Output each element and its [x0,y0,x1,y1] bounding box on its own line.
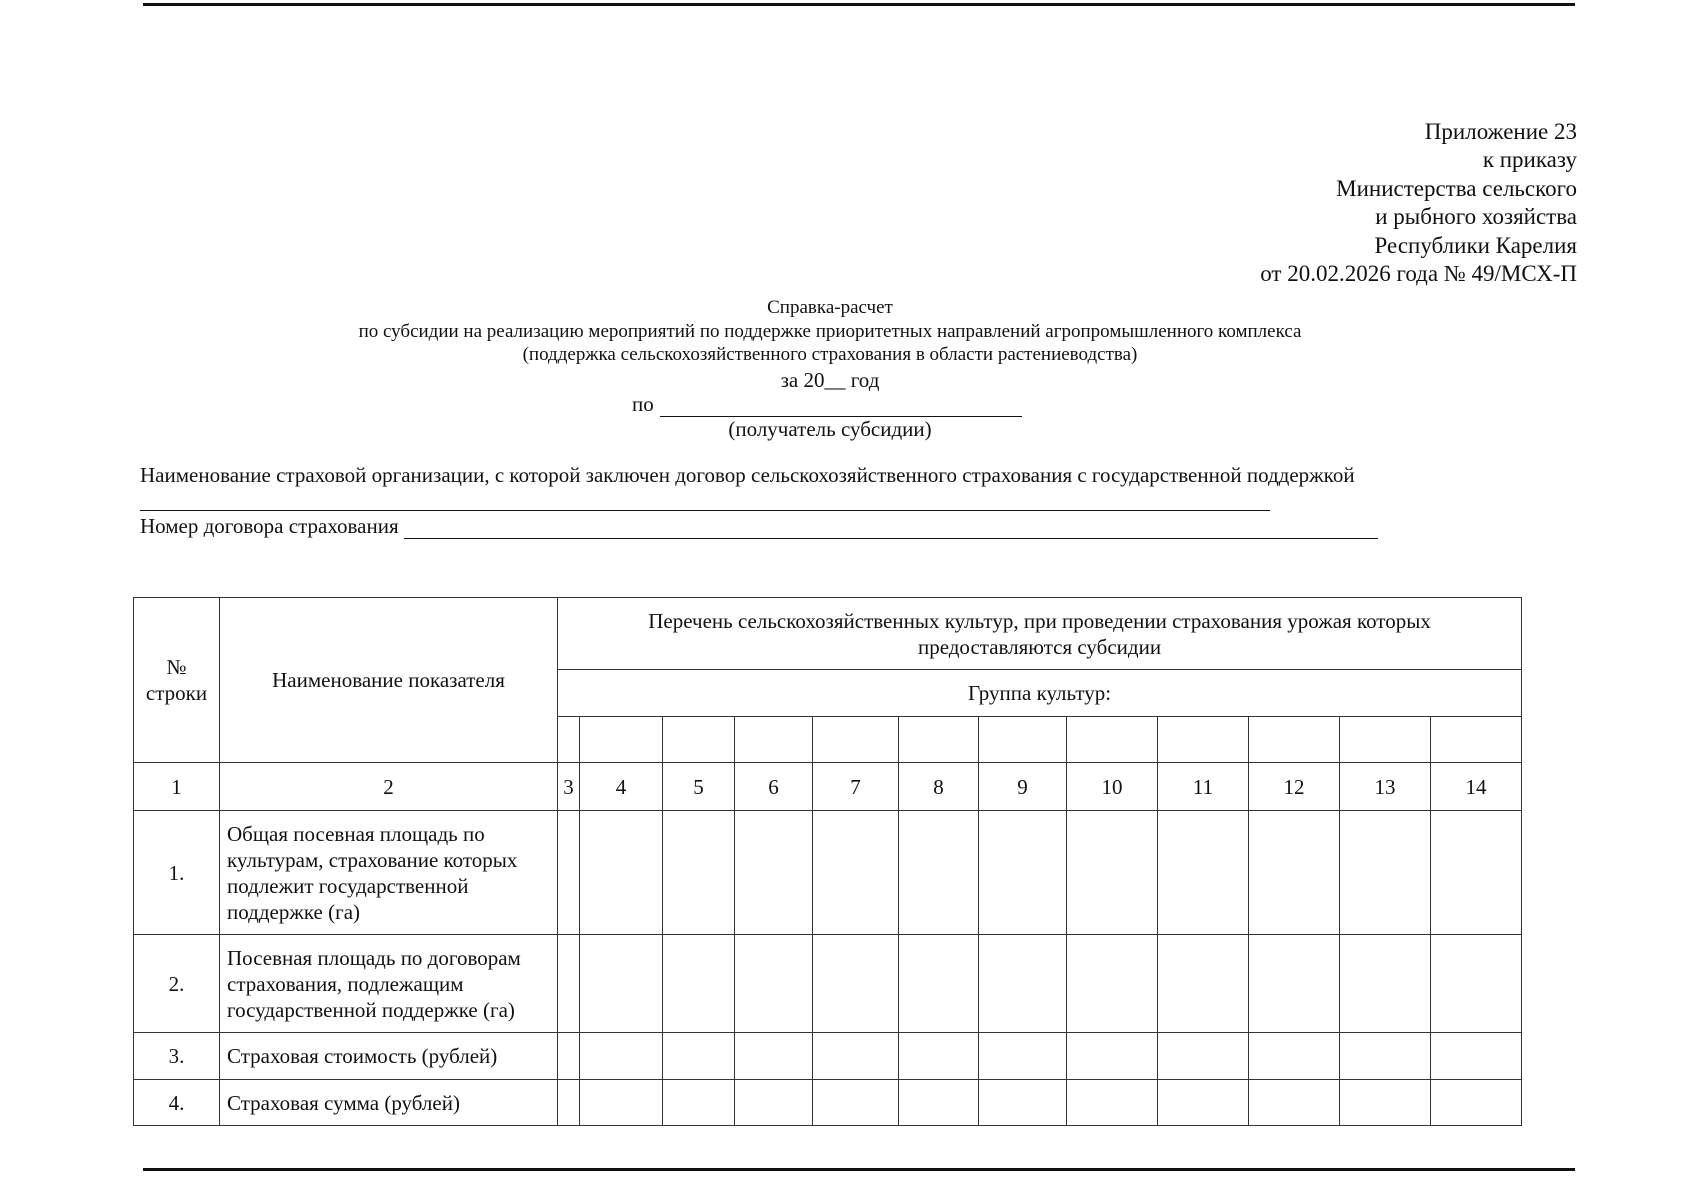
row-number-header: № строки [134,598,220,763]
indicator-header: Наименование показателя [220,598,558,763]
document-title [0,296,1660,393]
appendix-line: к приказу [1482,147,1577,173]
crop-group-cell[interactable] [1431,717,1522,763]
value-cell[interactable] [1067,935,1158,1033]
indicator-label: Страховая стоимость (рублей) [220,1033,558,1080]
title-year: за 20__ год [780,367,880,392]
value-cell[interactable] [899,1080,979,1126]
column-number: 1 [134,763,220,811]
row-number: 3. [134,1033,220,1080]
column-number: 7 [813,763,899,811]
value-cell[interactable] [735,1033,813,1080]
value-cell[interactable] [899,935,979,1033]
title-subject: по субсидии на реализацию мероприятий по поддержке приоритетных направлений агропромышленного комплекса [358,320,1302,342]
value-cell[interactable] [1158,935,1249,1033]
row-number: 1. [134,811,220,935]
value-cell[interactable] [1249,1033,1340,1080]
column-number: 12 [1249,763,1340,811]
value-cell[interactable] [558,935,580,1033]
appendix-line: и рыбного хозяйства [1375,204,1577,230]
crop-group-cell[interactable] [663,717,735,763]
crop-group-cell[interactable] [558,717,580,763]
contract-label: Номер договора страхования [140,514,399,538]
column-number: 13 [1340,763,1431,811]
appendix-line: Министерства сельского [1336,175,1577,201]
value-cell[interactable] [1431,1033,1522,1080]
value-cell[interactable] [663,1033,735,1080]
value-cell[interactable] [735,935,813,1033]
value-cell[interactable] [1340,811,1431,935]
value-cell[interactable] [1158,811,1249,935]
recipient-blank[interactable] [660,394,1022,417]
indicator-label: Общая посевная площадь по культурам, страхование которых подлежит государственной поддержке (га) [220,811,558,935]
recipient-caption: (получатель субсидии) [728,417,932,441]
value-cell[interactable] [813,1080,899,1126]
contract-blank[interactable] [404,516,1378,539]
title-subject-note: (поддержка сельскохозяйственного страхования в области растениеводства) [522,344,1138,365]
recipient-prefix: по [632,392,654,416]
value-cell[interactable] [979,935,1067,1033]
crop-group-cell[interactable] [1249,717,1340,763]
title-heading: Справка-расчет [767,297,893,318]
value-cell[interactable] [1158,1033,1249,1080]
value-cell[interactable] [735,1080,813,1126]
crops-header: Перечень сельскохозяйственных культур, при проведении страхования урожая которых предоставляются субсидии [558,598,1522,670]
value-cell[interactable] [1249,935,1340,1033]
indicator-label: Посевная площадь по договорам страхования, подлежащим государственной поддержке (га) [220,935,558,1033]
value-cell[interactable] [580,1080,663,1126]
table-row [134,811,1522,935]
crop-group-cell[interactable] [1067,717,1158,763]
insurer-blank[interactable] [140,510,1270,511]
value-cell[interactable] [558,811,580,935]
value-cell[interactable] [979,1033,1067,1080]
column-number: 2 [220,763,558,811]
value-cell[interactable] [979,811,1067,935]
appendix-line: от 20.02.2026 года № 49/МСХ-П [1260,261,1577,287]
value-cell[interactable] [979,1080,1067,1126]
value-cell[interactable] [1340,1033,1431,1080]
crop-group-cell[interactable] [899,717,979,763]
value-cell[interactable] [813,1033,899,1080]
table-row [134,1033,1522,1080]
top-border-rule [143,3,1575,6]
table-row [134,1080,1522,1126]
value-cell[interactable] [899,811,979,935]
value-cell[interactable] [663,935,735,1033]
insurer-label: Наименование страховой организации, с которой заключен договор сельскохозяйственного страхования с государственной поддержкой [140,463,1355,487]
value-cell[interactable] [1158,1080,1249,1126]
crop-group-cell[interactable] [1158,717,1249,763]
contract-line [140,514,1378,539]
column-number: 4 [580,763,663,811]
value-cell[interactable] [580,935,663,1033]
value-cell[interactable] [735,811,813,935]
column-number: 11 [1158,763,1249,811]
column-number: 3 [558,763,580,811]
value-cell[interactable] [663,1080,735,1126]
value-cell[interactable] [558,1080,580,1126]
appendix-header [1260,118,1577,288]
indicator-label: Страховая сумма (рублей) [220,1080,558,1126]
crop-group-cell[interactable] [1340,717,1431,763]
row-number: 4. [134,1080,220,1126]
appendix-line: Приложение 23 [1424,119,1577,144]
table-row [134,935,1522,1033]
value-cell[interactable] [1431,935,1522,1033]
value-cell[interactable] [580,811,663,935]
column-number: 10 [1067,763,1158,811]
value-cell[interactable] [663,811,735,935]
value-cell[interactable] [899,1033,979,1080]
value-cell[interactable] [1340,1080,1431,1126]
value-cell[interactable] [1431,811,1522,935]
crop-group-header: Группа культур: [558,670,1522,717]
subsidy-calculation-table [133,597,1522,1126]
column-number: 9 [979,763,1067,811]
column-number: 5 [663,763,735,811]
column-number: 14 [1431,763,1522,811]
value-cell[interactable] [1431,1080,1522,1126]
value-cell[interactable] [813,935,899,1033]
value-cell[interactable] [1249,811,1340,935]
value-cell[interactable] [558,1033,580,1080]
column-number: 6 [735,763,813,811]
row-number: 2. [134,935,220,1033]
value-cell[interactable] [1249,1080,1340,1126]
crop-group-cell[interactable] [580,717,663,763]
column-number: 8 [899,763,979,811]
value-cell[interactable] [1340,935,1431,1033]
value-cell[interactable] [1067,1033,1158,1080]
value-cell[interactable] [813,811,899,935]
bottom-border-rule [143,1168,1575,1171]
crop-group-cell[interactable] [813,717,899,763]
appendix-line: Республики Карелия [1374,232,1577,258]
crop-group-cell[interactable] [735,717,813,763]
value-cell[interactable] [580,1033,663,1080]
crop-group-cell[interactable] [979,717,1067,763]
value-cell[interactable] [1067,811,1158,935]
value-cell[interactable] [1067,1080,1158,1126]
recipient-line [632,392,1022,417]
